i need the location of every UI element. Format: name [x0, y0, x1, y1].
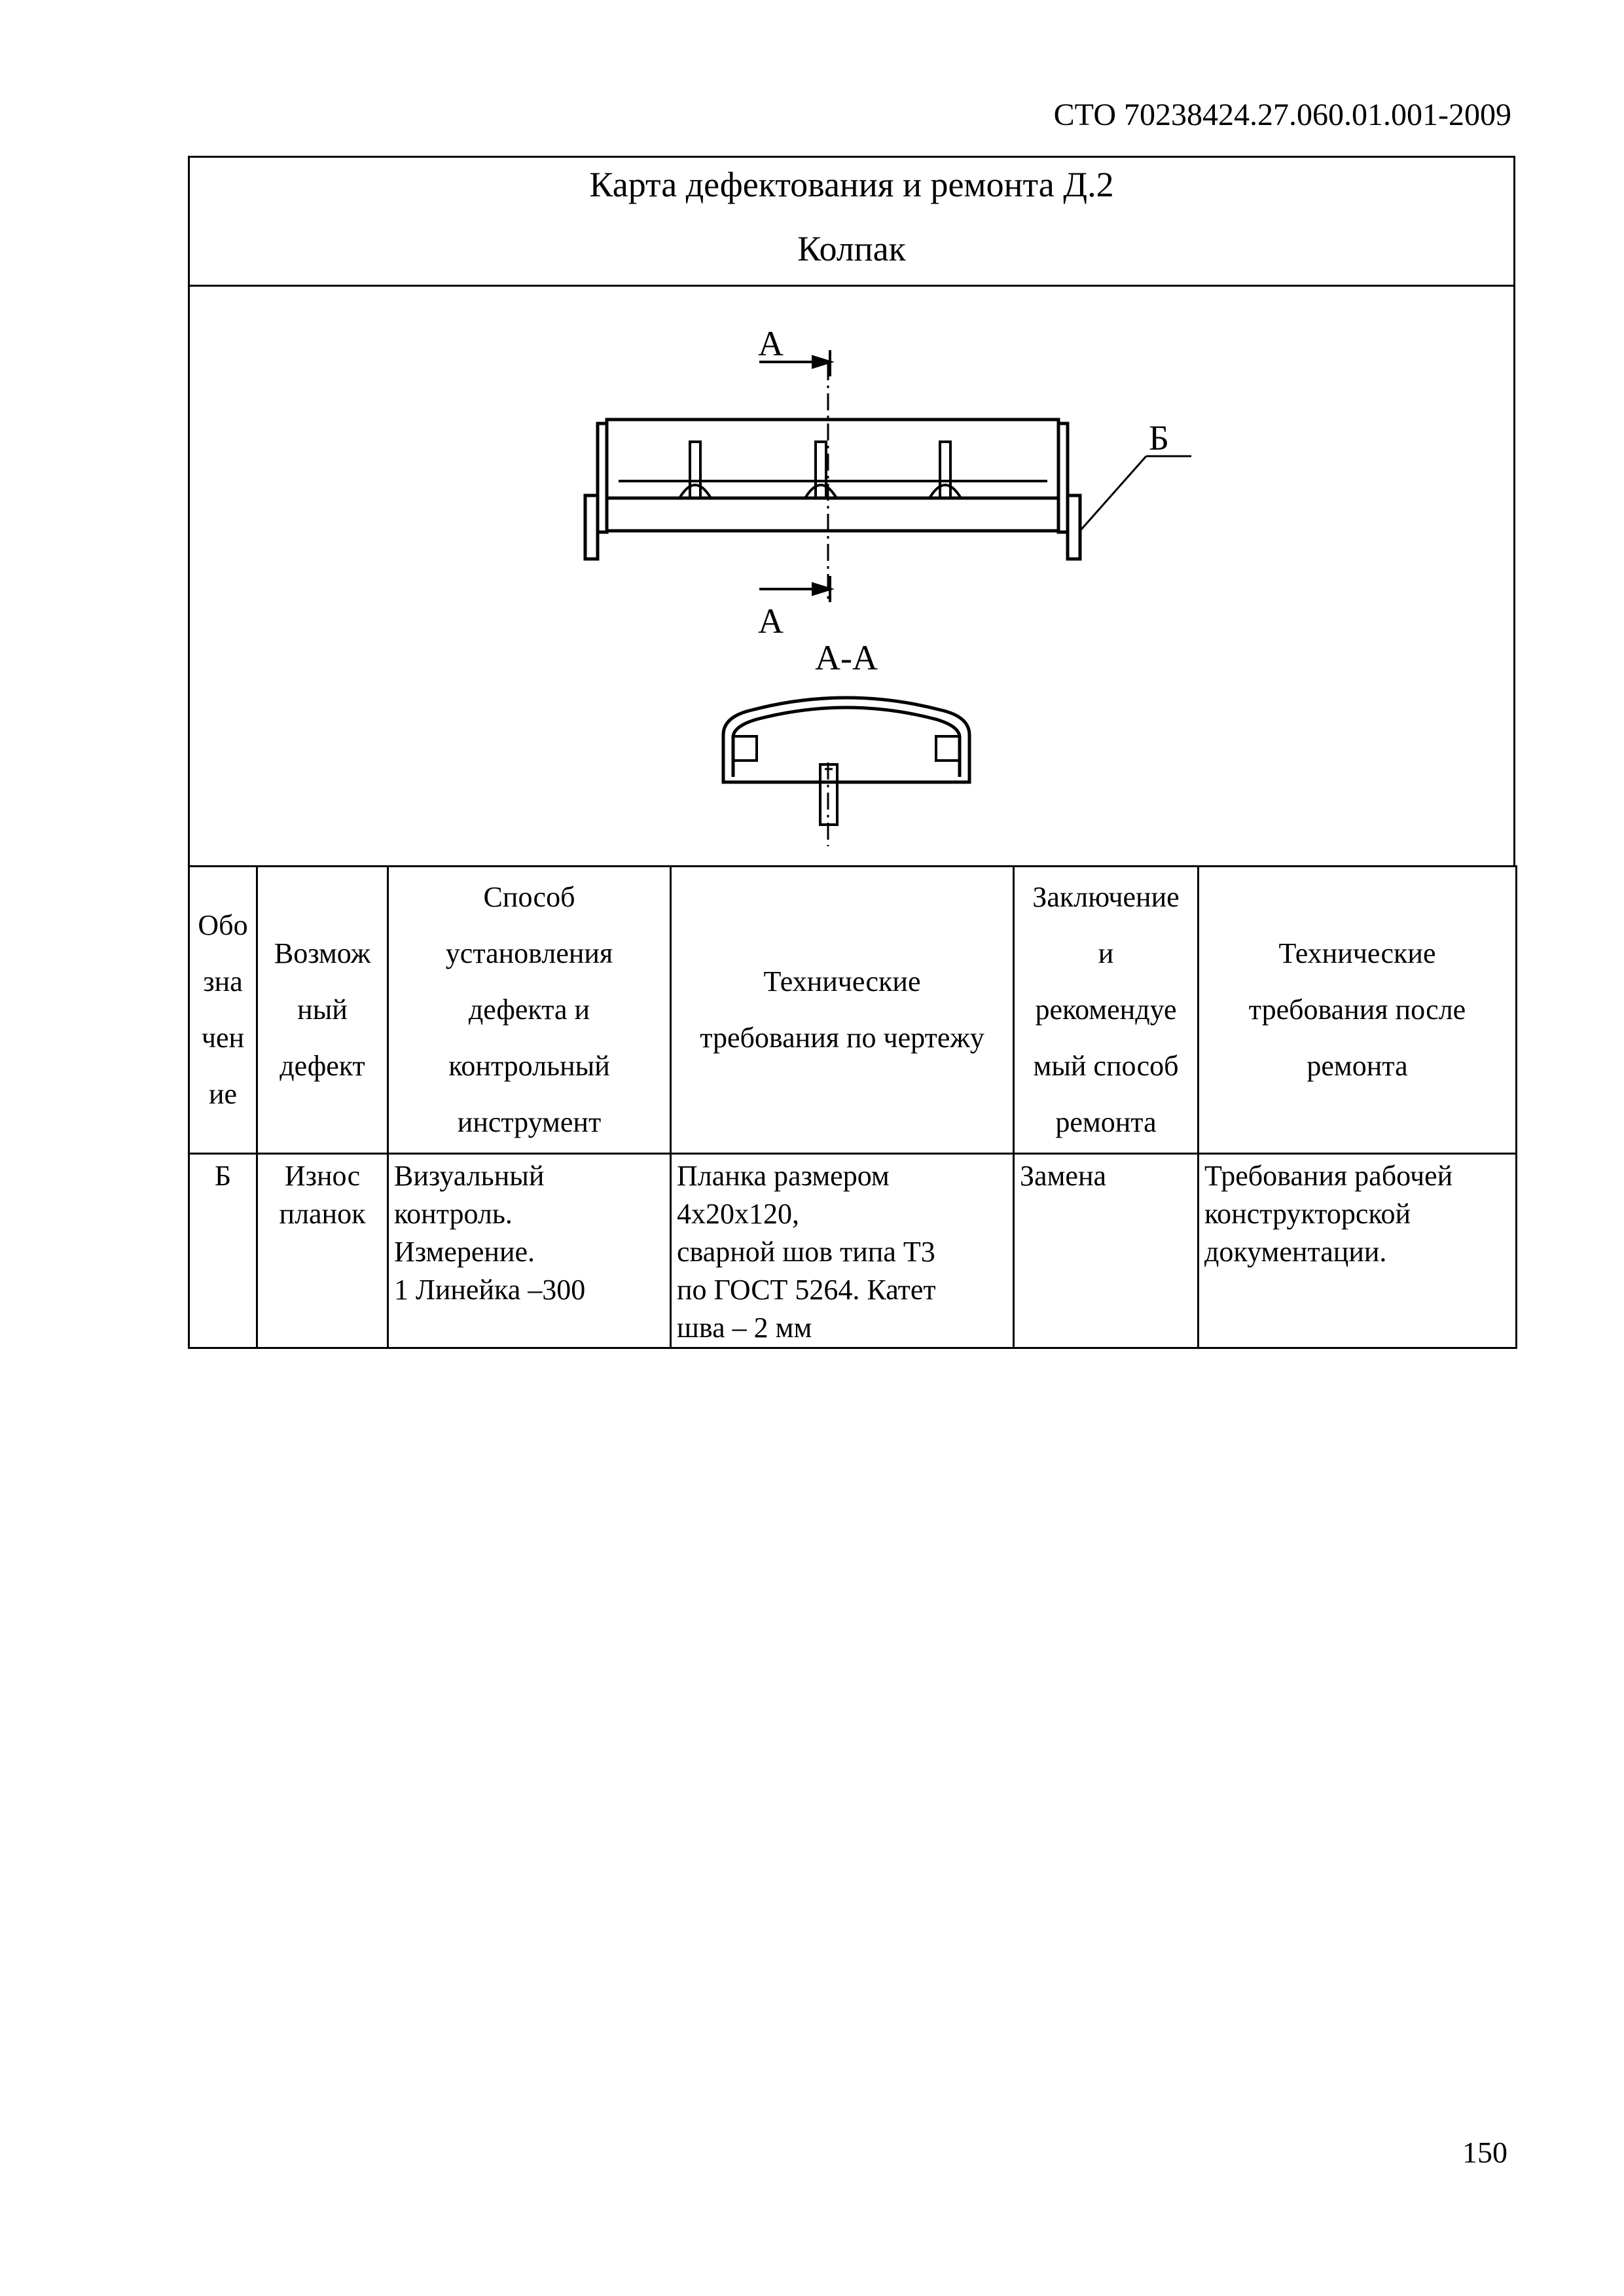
cell-designation: Б: [189, 1154, 257, 1348]
header-detection-method-text: Способ установления дефекта и контрольный инструмент: [445, 881, 613, 1138]
header-drawing-requirements: [671, 867, 1014, 1154]
header-possible-defect: [257, 867, 388, 1154]
table-header-row: [189, 867, 1517, 1154]
header-after-repair-text: Технические требования после ремонта: [1248, 937, 1466, 1082]
title-box: [188, 156, 1515, 287]
header-conclusion: [1014, 867, 1199, 1154]
page-number: 150: [1462, 2136, 1507, 2169]
right-strap: [1068, 495, 1080, 559]
pin-center: [805, 442, 837, 498]
header-designation: [189, 867, 257, 1154]
section-mark-top: А: [758, 324, 784, 363]
technical-drawing: [190, 285, 1517, 867]
cell-after-repair: Требования рабочей конструкторской документации.: [1199, 1154, 1517, 1348]
part-name: Колпак: [797, 229, 906, 268]
section-mark-bottom: А: [758, 601, 784, 641]
pin-right: [929, 442, 961, 498]
header-drawing-requirements-text: Технические требования по чертежу: [700, 965, 984, 1054]
cell-method: Визуальный контроль. Измерение. 1 Линейка –300: [388, 1154, 671, 1348]
header-designation-text: Обо зна чен ие: [198, 909, 248, 1110]
card-title: Карта дефектования и ремонта Д.2: [589, 165, 1114, 204]
callout-label: Б: [1149, 418, 1170, 457]
document-code: СТО 70238424.27.060.01.001-2009: [1053, 98, 1511, 132]
header-after-repair: [1199, 867, 1517, 1154]
section-view: [723, 698, 969, 825]
pin-left: [679, 442, 711, 498]
header-possible-defect-text: Возмож ный дефект: [274, 937, 371, 1082]
cell-conclusion: Замена: [1014, 1154, 1199, 1348]
left-strap: [585, 495, 598, 559]
cap-body-outline: [607, 420, 1058, 531]
header-conclusion-text: Заключение и рекомендуе мый способ ремонта: [1032, 881, 1180, 1138]
technical-drawing-area: [188, 285, 1515, 867]
header-detection-method: [388, 867, 671, 1154]
cell-defect: Износ планок: [257, 1154, 388, 1348]
defect-table: [188, 865, 1517, 1349]
table-row: [189, 1154, 1517, 1348]
section-title: А-А: [815, 638, 878, 677]
callout-leader: [1080, 456, 1146, 531]
cell-drawing-requirements: Планка размером 4х20х120, сварной шов типа Т3 по ГОСТ 5264. Катет шва – 2 мм: [671, 1154, 1014, 1348]
